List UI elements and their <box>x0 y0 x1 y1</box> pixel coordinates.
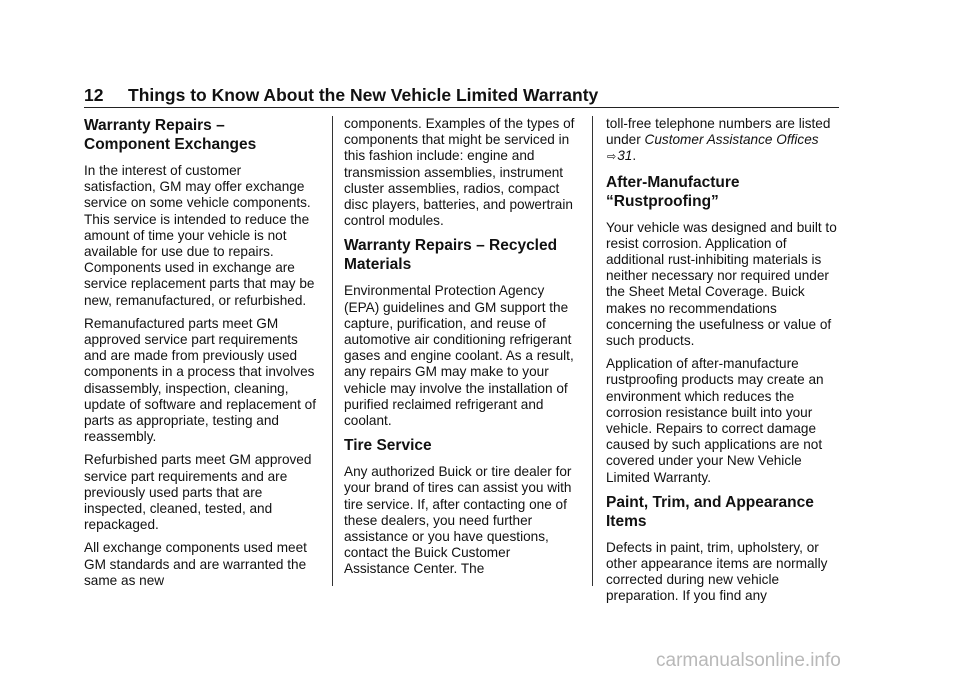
cross-reference-page: 31 <box>617 148 633 164</box>
page-number: 12 <box>84 85 104 105</box>
paragraph: Environmental Protection Agency (EPA) guidelines and GM support the capture, purification, and reuse of automotive air conditioning refrigerant gases and engine coolant. As a result, any repairs GM may make to your vehicle may involve the installation of purified reclaimed refrigerant and coolant. <box>344 283 574 429</box>
heading-line: After-Manufacture <box>606 173 740 191</box>
paragraph: In the interest of customer satisfaction, GM may offer exchange service on some vehicle components. This service is intended to reduce the amount of time your vehicle is not available for use due to repairs. Components used in exchange are service replacement parts that may be new, remanufactured, or refurbished. <box>84 163 315 308</box>
column-1 <box>84 116 316 596</box>
section-heading-rustproofing <box>606 173 838 211</box>
column-3 <box>606 116 838 612</box>
page-header <box>84 84 839 108</box>
column-divider <box>592 116 593 586</box>
heading-line: Warranty Repairs – <box>84 117 225 134</box>
paragraph: Refurbished parts meet GM approved service part requirements and are previously used parts that are inspected, cleaned, tested, and repackaged. <box>84 452 312 533</box>
cross-reference-title: Customer Assistance Offices <box>644 132 819 148</box>
page-reference-icon: ⇨ <box>607 151 617 164</box>
paragraph-text: . <box>632 148 637 164</box>
section-heading-tire-service: Tire Service <box>344 437 432 455</box>
heading-line: Component Exchanges <box>84 136 257 153</box>
column-divider <box>332 116 333 586</box>
paragraph <box>606 116 838 166</box>
column-2 <box>344 116 576 585</box>
paragraph: All exchange components used meet GM standards and are warranted the same as new <box>84 540 307 588</box>
watermark: carmanualsonline.info <box>656 650 841 671</box>
paragraph: Application of after-manufacture rustproofing products may create an environment which reduces the corrosion resistance built into your vehicle. Repairs to correct damage caused by such applications are not covered under your New Vehicle Limited Warranty. <box>606 356 824 485</box>
paragraph-text: toll-free telephone numbers are listed under <box>606 116 831 148</box>
section-heading-paint-trim: Paint, Trim, and Appearance Items <box>606 493 814 530</box>
section-heading-recycled-materials: Warranty Repairs – Recycled Materials <box>344 237 558 274</box>
paragraph: Remanufactured parts meet GM approved service part requirements and are made from previously used components in a process that involves disassembly, inspection, cleaning, update of software and replacement of parts as appropriate, testing and reassembly. <box>84 315 316 445</box>
paragraph: Defects in paint, trim, upholstery, or other appearance items are normally corrected during new vehicle preparation. If you find any <box>606 539 828 604</box>
heading-line: “Rustproofing” <box>606 192 719 210</box>
section-heading-component-exchanges <box>84 116 316 154</box>
paragraph: Your vehicle was designed and built to resist corrosion. Application of additional rust-inhibiting materials is neither necessary nor required under the Sheet Metal Coverage. Buick makes no recommendations concerning the usefulness or value of such products. <box>606 219 837 349</box>
paragraph: Any authorized Buick or tire dealer for your brand of tires can assist you with tire service. If, after contacting one of these dealers, you need further assistance or you have questions, contact the Buick Customer Assistance Center. The <box>344 464 572 577</box>
page-title: Things to Know About the New Vehicle Limited Warranty <box>128 85 599 105</box>
paragraph: components. Examples of the types of components that might be serviced in this fashion include: engine and transmission assemblies, instrument cluster assemblies, radios, compact disc players, batteries, and powertrain control modules. <box>344 116 575 229</box>
